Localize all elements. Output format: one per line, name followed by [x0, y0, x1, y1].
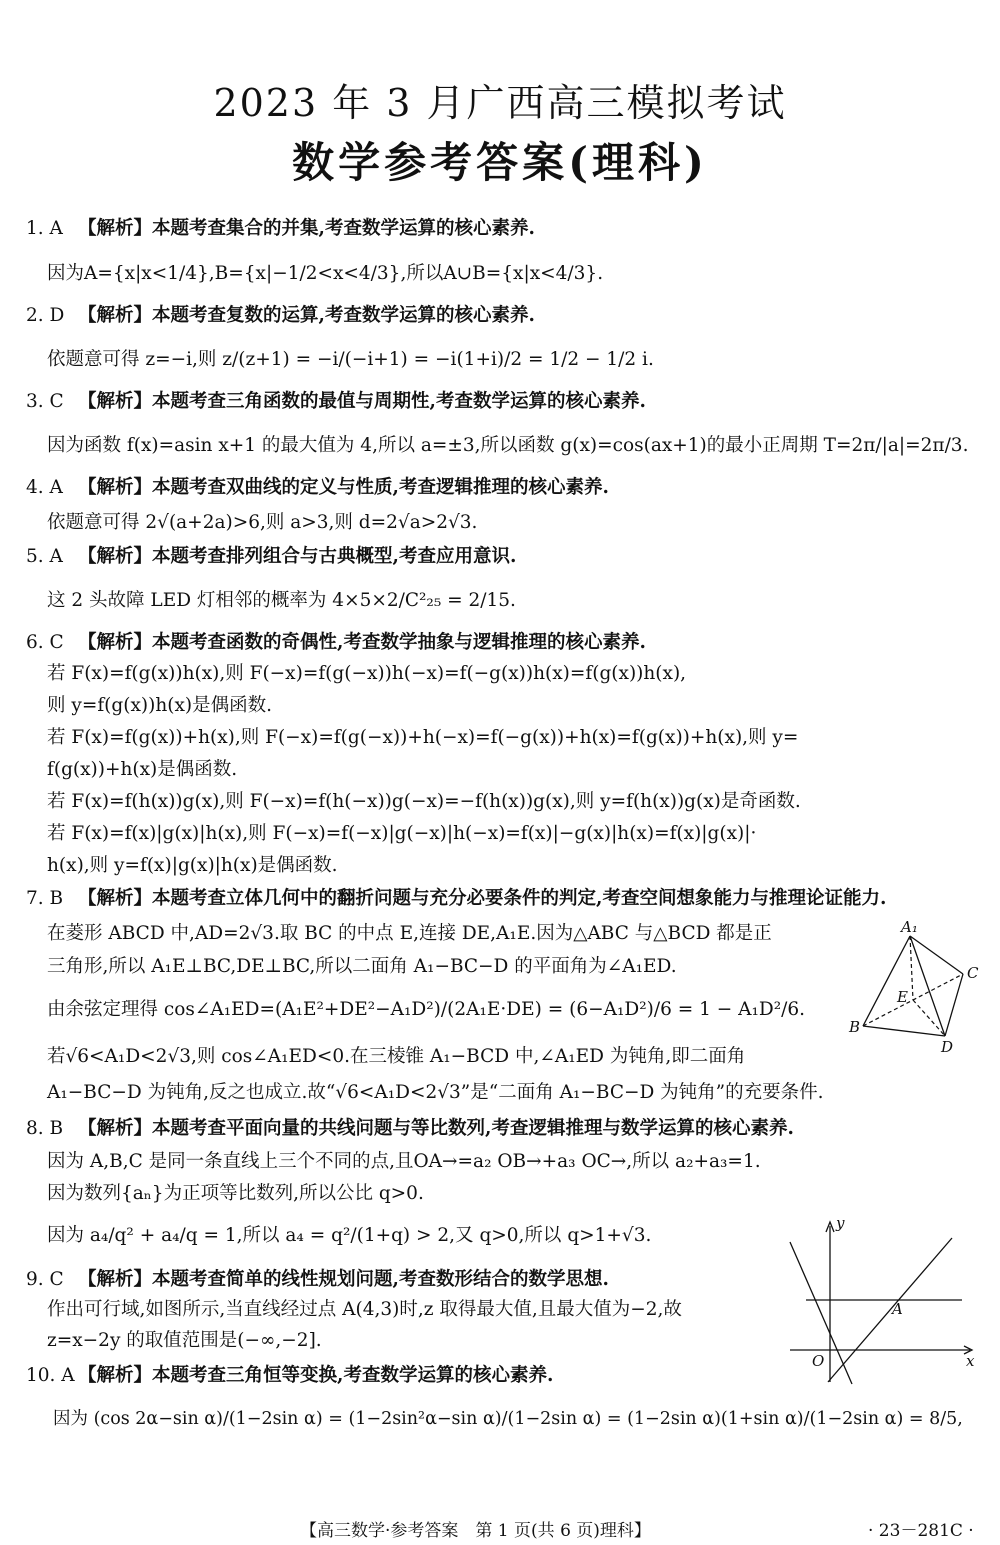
question-analysis-head: 【解析】本题考查立体几何中的翻折问题与充分必要条件的判定,考查空间想象能力与推理论证能力.: [78, 888, 887, 909]
question-number: 4. A: [26, 477, 63, 498]
question-analysis-head: 【解析】本题考查排列组合与古典概型,考查应用意识.: [78, 546, 517, 567]
question-heading: [26, 1268, 609, 1292]
solution-line: 则 y=f(g(x))h(x)是偶函数.: [47, 695, 272, 716]
vertex-label: C: [967, 964, 979, 982]
question-analysis-head: 【解析】本题考查简单的线性规划问题,考查数形结合的数学思想.: [78, 1269, 609, 1290]
question-number: 8. B: [26, 1118, 64, 1139]
solution-line: 若√6<A₁D<2√3,则 cos∠A₁ED<0.在三棱锥 A₁−BCD 中,∠A₁ED 为钝角,即二面角: [47, 1046, 746, 1067]
question-number: 5. A: [26, 546, 63, 567]
solution-line: 因为 a₄/q² + a₄/q = 1,所以 a₄ = q²/(1+q) > 2,又 q>0,所以 q>1+√3.: [47, 1225, 652, 1246]
solution-line: z=x−2y 的取值范围是(−∞,−2].: [47, 1330, 322, 1351]
solution-line: 三角形,所以 A₁E⊥BC,DE⊥BC,所以二面角 A₁−BC−D 的平面角为∠A₁ED.: [47, 956, 677, 977]
solution-line: 这 2 头故障 LED 灯相邻的概率为 4×5×2/C²₂₅ = 2/15.: [47, 590, 516, 611]
vertex-label: E: [897, 988, 908, 1006]
question-number: 10. A: [26, 1365, 75, 1386]
axis-label: x: [966, 1352, 975, 1370]
question-number: 3. C: [26, 391, 64, 412]
question-heading: [26, 476, 609, 500]
footer-code: · 23－281C ·: [868, 1521, 974, 1541]
question-analysis-head: 【解析】本题考查三角函数的最值与周期性,考查数学运算的核心素养.: [78, 391, 646, 412]
solution-line: 因为函数 f(x)=asin x+1 的最大值为 4,所以 a=±3,所以函数 g(x)=cos(ax+1)的最小正周期 T=2π/|a|=2π/3.: [47, 435, 969, 456]
solution-line: 若 F(x)=f(g(x))h(x),则 F(−x)=f(g(−x))h(−x)=f(−g(x))h(x)=f(g(x))h(x),: [47, 663, 687, 684]
vertex-label: A₁: [901, 918, 918, 936]
axis-label: y: [836, 1214, 845, 1232]
solution-line: 因为 (cos 2α−sin α)/(1−2sin α) = (1−2sin²α−sin α)/(1−2sin α) = (1−2sin α)(1+sin α)/(1−2sin α) = 8/5,: [53, 1409, 963, 1429]
solution-line: 若 F(x)=f(g(x))+h(x),则 F(−x)=f(g(−x))+h(−x)=f(−g(x))+h(x)=f(g(x))+h(x),则 y=: [47, 727, 799, 748]
question-heading: [26, 631, 646, 655]
solution-line: 由余弦定理得 cos∠A₁ED=(A₁E²+DE²−A₁D²)/(2A₁E·DE) = (6−A₁D²)/6 = 1 − A₁D²/6.: [47, 999, 806, 1020]
question-heading: [26, 1117, 794, 1141]
solution-line: 依题意可得 z=−i,则 z/(z+1) = −i/(−i+1) = −i(1+i)/2 = 1/2 − 1/2 i.: [47, 349, 654, 370]
solution-line: 作出可行域,如图所示,当直线经过点 A(4,3)时,z 取得最大值,且最大值为−2,故: [47, 1299, 682, 1320]
question-heading: [26, 1364, 553, 1388]
vertex-label: D: [941, 1038, 954, 1056]
question-analysis-head: 【解析】本题考查复数的运算,考查数学运算的核心素养.: [78, 305, 535, 326]
solution-line: 在菱形 ABCD 中,AD=2√3.取 BC 的中点 E,连接 DE,A₁E.因为△ABC 与△BCD 都是正: [47, 923, 772, 944]
solution-line: A₁−BC−D 为钝角,反之也成立.故“√6<A₁D<2√3”是“二面角 A₁−BC−D 为钝角”的充要条件.: [47, 1082, 824, 1103]
solution-line: 若 F(x)=f(h(x))g(x),则 F(−x)=f(h(−x))g(−x)=−f(h(x))g(x),则 y=f(h(x))g(x)是奇函数.: [47, 791, 801, 812]
question-number: 7. B: [26, 888, 64, 909]
page-subtitle: 数学参考答案(理科): [292, 138, 708, 187]
question-analysis-head: 【解析】本题考查集合的并集,考查数学运算的核心素养.: [78, 218, 535, 239]
question-number: 9. C: [26, 1269, 64, 1290]
vertex-label: B: [849, 1018, 861, 1036]
question-analysis-head: 【解析】本题考查双曲线的定义与性质,考查逻辑推理的核心素养.: [78, 477, 609, 498]
solution-line: 因为A={x|x<1/4},B={x|−1/2<x<4/3},所以A∪B={x|x<4/3}.: [47, 263, 604, 284]
question-analysis-head: 【解析】本题考查三角恒等变换,考查数学运算的核心素养.: [78, 1365, 554, 1386]
question-analysis-head: 【解析】本题考查平面向量的共线问题与等比数列,考查逻辑推理与数学运算的核心素养.: [78, 1118, 794, 1139]
question-number: 6. C: [26, 632, 64, 653]
solution-line: f(g(x))+h(x)是偶函数.: [47, 759, 238, 780]
solution-line: 依题意可得 2√(a+2a)>6,则 a>3,则 d=2√a>2√3.: [47, 512, 478, 533]
solution-line: 若 F(x)=f(x)|g(x)|h(x),则 F(−x)=f(−x)|g(−x)|h(−x)=f(x)|−g(x)|h(x)=f(x)|g(x)|·: [47, 823, 757, 844]
origin-label: O: [812, 1352, 825, 1370]
question-analysis-head: 【解析】本题考查函数的奇偶性,考查数学抽象与逻辑推理的核心素养.: [78, 632, 646, 653]
question-heading: [26, 887, 886, 911]
question-heading: [26, 217, 535, 241]
pyramid-figure: [845, 918, 985, 1058]
question-heading: [26, 304, 535, 328]
feasible-region-figure: [780, 1212, 980, 1387]
point-label: A: [892, 1300, 903, 1318]
question-number: 1. A: [26, 218, 63, 239]
footer-page-info: 【高三数学·参考答案 第 1 页(共 6 页)理科】: [300, 1521, 651, 1541]
solution-line: 因为 A,B,C 是同一条直线上三个不同的点,且OA→=a₂ OB→+a₃ OC→,所以 a₂+a₃=1.: [47, 1151, 761, 1172]
question-heading: [26, 545, 516, 569]
solution-line: h(x),则 y=f(x)|g(x)|h(x)是偶函数.: [47, 855, 338, 876]
question-heading: [26, 390, 646, 414]
page-title: 2023 年 3 月广西高三模拟考试: [213, 81, 787, 125]
solution-line: 因为数列{aₙ}为正项等比数列,所以公比 q>0.: [47, 1183, 424, 1204]
question-number: 2. D: [26, 305, 65, 326]
